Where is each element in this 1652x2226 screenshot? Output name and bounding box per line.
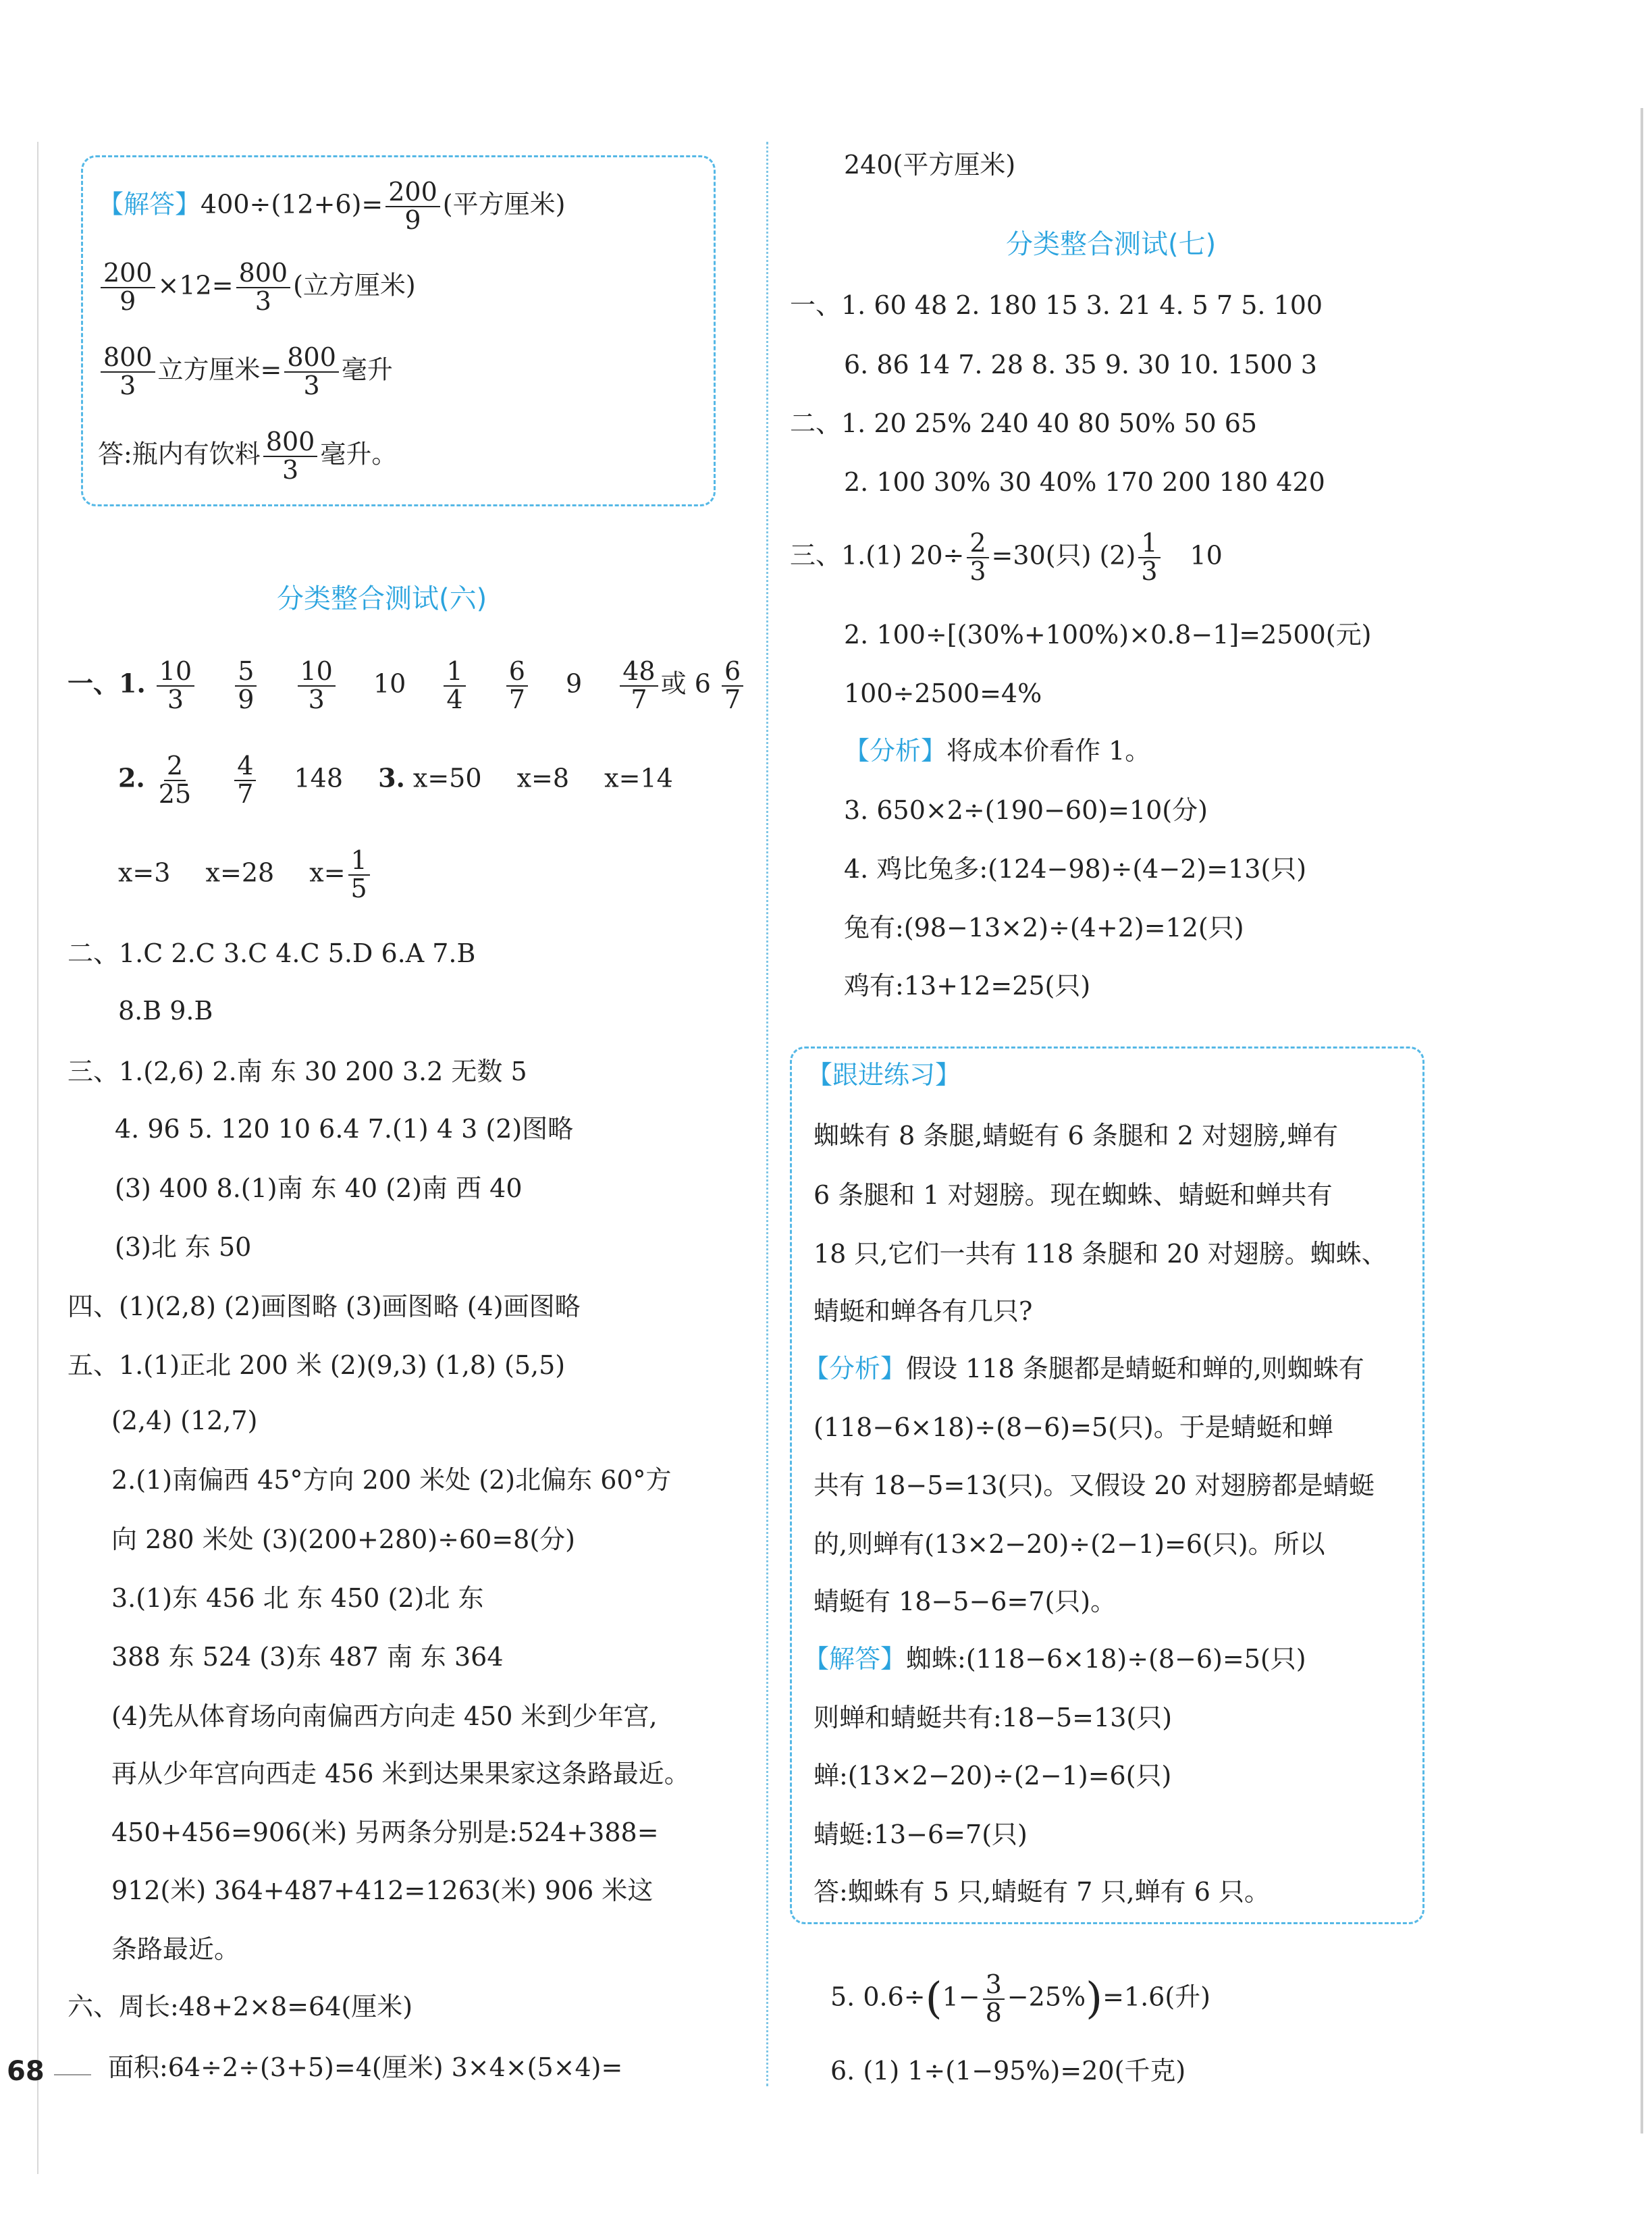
r-q6-line: 6. (1) 1÷(1−95%)=20(千克): [830, 2056, 1186, 2086]
r-q1-line-2: 6. 86 14 7. 28 8. 35 9. 30 10. 1500 3: [844, 350, 1317, 379]
r-q3-line-7: 兔有:(98−13×2)÷(4+2)=12(只): [844, 913, 1244, 943]
analysis-line-1: 【分析】假设 118 条腿都是蜻蜓和蝉的,则蜘蛛有: [803, 1354, 1364, 1383]
answer-line-2: $\frac{200}{9}$ ×12= $\frac{800}{3}$ (立方厘米): [98, 260, 416, 315]
q5-line-4: 向 280 米处 (3)(200+280)÷60=8(分): [111, 1525, 576, 1554]
q1-line-2: 2. $\frac{2}{25}$ $\frac{4}{7}$ 148 3. x=50 x=8 x=14: [118, 751, 673, 809]
r-q1-line-1: 一、1. 60 48 2. 180 15 3. 21 4. 5 7 5. 100: [790, 290, 1323, 320]
page-number: 68: [7, 2056, 45, 2087]
q5-line-7: (4)先从体育场向南偏西方向走 450 米到少年宫,: [111, 1701, 658, 1731]
q5-line-6: 388 东 524 (3)东 487 南 东 364: [111, 1642, 504, 1672]
q3-line-1: 三、1.(2,6) 2.南 东 30 200 3.2 无数 5: [68, 1057, 527, 1086]
answer-line-3: $\frac{800}{3}$ 立方厘米= $\frac{800}{3}$ 毫升: [98, 344, 393, 400]
analysis-line-2: (118−6×18)÷(8−6)=5(只)。于是蜻蜓和蝉: [814, 1412, 1333, 1442]
q5-line-3: 2.(1)南偏西 45°方向 200 米处 (2)北偏东 60°方: [111, 1465, 672, 1495]
fraction: $\frac{800}{3}$: [263, 429, 318, 484]
q5-line-2: (2,4) (12,7): [111, 1406, 258, 1435]
practice-p3: 18 只,它们一共有 118 条腿和 20 对翅膀。蜘蛛、: [814, 1239, 1387, 1269]
answer-line-4: 答:瓶内有饮料 $\frac{800}{3}$ 毫升。: [98, 427, 398, 485]
q5-line-5: 3.(1)东 456 北 东 450 (2)北 东: [111, 1583, 484, 1613]
q5-line-1: 五、1.(1)正北 200 米 (2)(9,3) (1,8) (5,5): [68, 1350, 566, 1380]
q5-line-10: 912(米) 364+487+412=1263(米) 906 米这: [111, 1876, 654, 1905]
solution-line-2: 则蝉和蜻蜓共有:18−5=13(只): [814, 1703, 1173, 1732]
fraction: $\frac{200}{9}$: [385, 179, 440, 234]
solution-line-3: 蝉:(13×2−20)÷(2−1)=6(只): [814, 1761, 1172, 1791]
q1-line-3: x=3 x=28 x= $\frac{1}{5}$: [118, 847, 373, 903]
r-q3-line-4: 【分析】将成本价看作 1。: [844, 736, 1151, 766]
q3-line-4: (3)北 东 50: [115, 1232, 252, 1262]
r-q3-line-6: 4. 鸡比兔多:(124−98)÷(4−2)=13(只): [844, 854, 1307, 884]
practice-tag: 【跟进练习】: [807, 1060, 961, 1090]
fraction: $\frac{200}{9}$: [101, 260, 155, 315]
section-heading-7: 分类整合测试(七): [1006, 229, 1217, 260]
q2-line-1: 二、1.C 2.C 3.C 4.C 5.D 6.A 7.B: [68, 938, 476, 968]
r-q5-line: 5. 0.6÷(1− $\frac{3}{8}$ −25%)=1.6(升): [830, 1969, 1211, 2028]
q3-line-3: (3) 400 8.(1)南 东 40 (2)南 西 40: [115, 1173, 523, 1203]
r-q3-line-2: 2. 100÷[(30%+100%)×0.8−1]=2500(元): [844, 620, 1372, 650]
q5-line-8: 再从少年宫向西走 456 米到达果果家这条路最近。: [111, 1759, 690, 1788]
fraction: $\frac{800}{3}$: [101, 344, 155, 400]
q5-line-9: 450+456=906(米) 另两条分别是:524+388=: [111, 1818, 659, 1847]
r-q2-line-1: 二、1. 20 25% 240 40 80 50% 50 65: [790, 408, 1258, 438]
q4-line-1: 四、(1)(2,8) (2)画图略 (3)画图略 (4)画图略: [68, 1292, 581, 1321]
q3-line-2: 4. 96 5. 120 10 6.4 7.(1) 4 3 (2)图略: [115, 1114, 574, 1144]
practice-p2: 6 条腿和 1 对翅膀。现在蜘蛛、蜻蜓和蝉共有: [814, 1180, 1333, 1210]
q5-line-11: 条路最近。: [111, 1934, 240, 1964]
analysis-line-4: 的,则蝉有(13×2−20)÷(2−1)=6(只)。所以: [814, 1529, 1325, 1559]
answer-line-1: 【解答】400÷(12+6)= $\frac{200}{9}$ (平方厘米): [98, 177, 566, 235]
r-q3-line-5: 3. 650×2÷(190−60)=10(分): [844, 795, 1208, 825]
q2-line-2: 8.B 9.B: [118, 996, 213, 1026]
solution-line-1: 【解答】蜘蛛:(118−6×18)÷(8−6)=5(只): [803, 1644, 1306, 1674]
q6-line-1: 六、周长:48+2×8=64(厘米): [68, 1992, 413, 2021]
fraction: $\frac{800}{3}$: [236, 260, 291, 315]
analysis-line-5: 蜻蜓有 18−5−6=7(只)。: [814, 1587, 1117, 1616]
page-edge-left: [37, 142, 38, 2174]
q1-line-1: 一、1. $\frac{10}{3}$ $\frac{5}{9}$ $\frac{10}{3}$ 10 $\frac{1}{4}$ $\frac{6}{7}$ 9 $\frac{48}{7}$ 或 6 $\frac{6}{7}$: [68, 658, 746, 714]
section-heading-6: 分类整合测试(六): [277, 583, 487, 614]
practice-p1: 蜘蛛有 8 条腿,蜻蜓有 6 条腿和 2 对翅膀,蝉有: [814, 1121, 1339, 1150]
solution-line-5: 答:蜘蛛有 5 只,蜻蜓有 7 只,蝉有 6 只。: [814, 1877, 1270, 1907]
fraction: $\frac{800}{3}$: [284, 344, 339, 400]
r-q2-line-2: 2. 100 30% 30 40% 170 200 180 420: [844, 467, 1325, 497]
page-edge-right: [1641, 108, 1643, 2134]
page-number-rule: [54, 2074, 91, 2075]
r-q3-line-8: 鸡有:13+12=25(只): [844, 971, 1091, 1001]
r-q3-line-3: 100÷2500=4%: [844, 679, 1042, 708]
practice-p4: 蜻蜓和蝉各有几只?: [814, 1296, 1033, 1326]
r-q3-line-1: 三、1.(1) 20÷ $\frac{2}{3}$ =30(只) (2) $\frac{1}{3}$ 10: [790, 528, 1223, 586]
solution-line-4: 蜻蜓:13−6=7(只): [814, 1820, 1028, 1849]
column-divider: [766, 142, 768, 2086]
analysis-line-3: 共有 18−5=13(只)。又假设 20 对翅膀都是蜻蜓: [814, 1470, 1375, 1500]
q6-line-2: 面积:64÷2÷(3+5)=4(厘米) 3×4×(5×4)=: [108, 2052, 623, 2082]
right-top-line: 240(平方厘米): [844, 150, 1016, 180]
